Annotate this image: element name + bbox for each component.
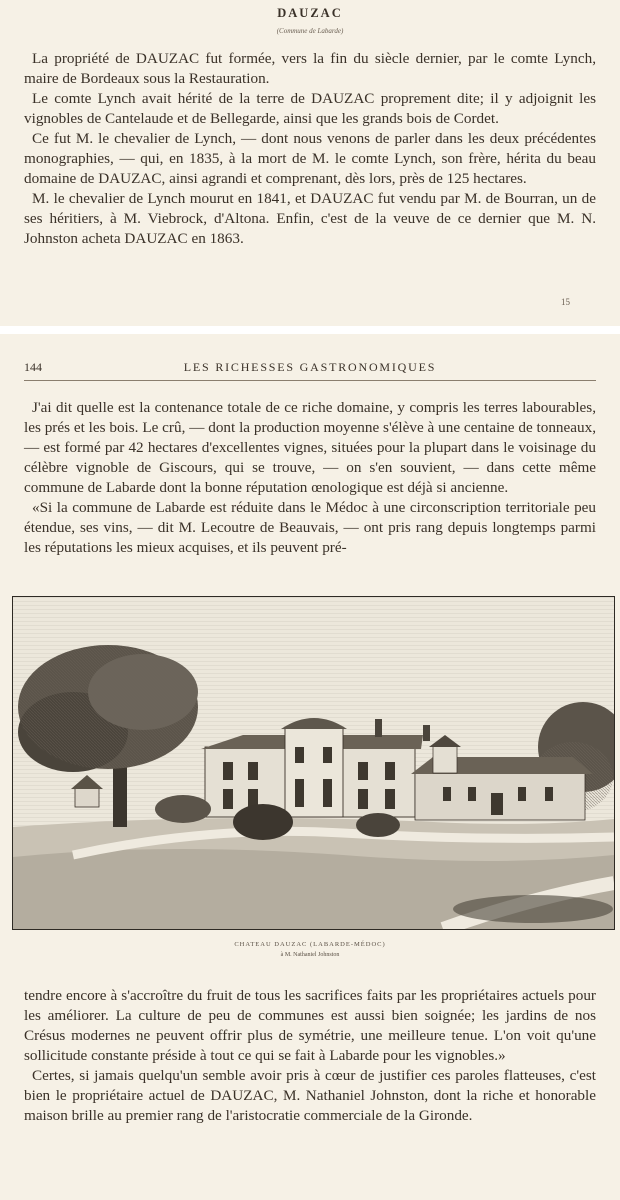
paragraph: La propriété de DAUZAC fut formée, vers la fin du siècle dernier, par le comte Lynch, maire de Bordeaux sous la Restauration. bbox=[24, 50, 596, 87]
bottom-page bbox=[0, 334, 620, 1200]
top-text-block bbox=[24, 49, 596, 249]
paragraph: «Si la commune de Labarde est réduite dans le Médoc à une circonscription territoriale peu étendue, ses vins, — dit M. Lecoutre de Beauvais, — ont pris rang depuis longtemps parmi les réputations les mieux acquises, et ils peuvent pré- bbox=[24, 499, 596, 556]
text-after-illustration bbox=[24, 986, 596, 1126]
paragraph: M. le chevalier de Lynch mourut en 1841, et DAUZAC fut vendu par M. de Bourran, un de ses héritiers, à M. Viebrock, d'Altona. Enfin, c'est de la veuve de ce dernier que M. N. Johnston acheta DAUZAC en 1863. bbox=[24, 190, 596, 247]
running-header bbox=[24, 360, 596, 381]
page-number: 144 bbox=[24, 360, 42, 374]
text-before-illustration bbox=[24, 398, 596, 558]
paragraph: tendre encore à s'accroître du fruit de tous les sacrifices faits par les propriétaires actuels pour les améliorer. La culture de peu de communes est aussi bien soignée; les jardins de nos Crésus modernes ne peuvent offrir plus de symétrie, une meilleure tenue. L'on voit qu'une sollicitude constante préside à tout ce qui se fait à Labarde pour les vignobles.» bbox=[24, 987, 596, 1064]
paragraph: Certes, si jamais quelqu'un semble avoir pris à cœur de justifier ces paroles flatteuses, c'est bien le propriétaire actuel de DAUZAC, M. Nathaniel Johnston, dont la riche et honorable maison brille au premier rang de l'aristocratie commerciale de la Gironde. bbox=[24, 1067, 596, 1124]
chateau-engraving bbox=[12, 596, 615, 930]
illustration-caption: CHATEAU DAUZAC (LABARDE-MÉDOC) bbox=[234, 941, 386, 948]
page-title: DAUZAC bbox=[277, 6, 343, 20]
illustration-caption-owner: à M. Nathaniel Johnston bbox=[280, 952, 340, 958]
page-subtitle: (Commune de Labarde) bbox=[276, 27, 344, 35]
paragraph: Ce fut M. le chevalier de Lynch, — dont nous venons de parler dans les deux précédentes monographies, — qui, en 1835, à la mort de M. le comte Lynch, son frère, hérita du beau domaine de DAUZAC, ainsi agrandi et comprenant, dès lors, près de 125 hectares. bbox=[24, 130, 596, 187]
paragraph: J'ai dit quelle est la contenance totale de ce riche domaine, y compris les terres labourables, les prés et les bois. Le crû, — dont la production moyenne s'élève à une centaine de tonneaux, — est formé par 42 hectares d'excellentes vignes, situées pour la plupart dans le voisinage du célèbre vignoble de Giscours, qui se trouve, — on s'en souvient, — dans cette même commune de Labarde dont la bonne réputation œnologique est déjà si ancienne. bbox=[24, 399, 596, 496]
top-page bbox=[0, 0, 620, 326]
paragraph: Le comte Lynch avait hérité de la terre de DAUZAC proprement dite; il y adjoignit les vignobles de Cantelaude et de Bellegarde, ainsi que les grands bois de Cordet. bbox=[24, 90, 596, 127]
running-title: LES RICHESSES GASTRONOMIQUES bbox=[183, 360, 437, 374]
signature-mark: 15 bbox=[561, 297, 570, 307]
chateau-illustration bbox=[13, 597, 614, 929]
